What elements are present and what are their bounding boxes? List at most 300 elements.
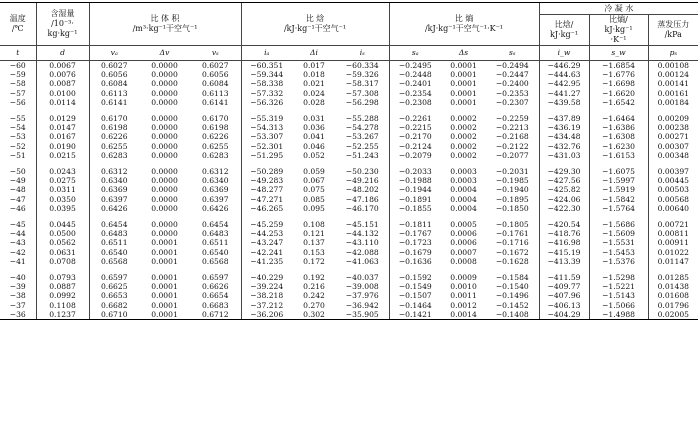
- cell-enthalpy-air: −50.289: [241, 167, 292, 176]
- cell-volume-delta: 0.0001: [139, 310, 190, 320]
- table-row: [0, 273, 698, 282]
- cell-water-entropy: −1.5298: [589, 273, 648, 282]
- cell-vapor-pressure: 0.00161: [648, 89, 698, 98]
- cell-volume-delta: 0.0000: [151, 132, 178, 142]
- cell-temp: −53: [9, 132, 26, 142]
- cell-volume-sat: 0.6141: [201, 97, 229, 107]
- spacer-cell: [139, 213, 190, 220]
- cell-water-entropy: −1.4988: [589, 310, 648, 320]
- header-specific-volume: 比 体 积 /m³·kg⁻¹干空气⁻¹: [89, 3, 241, 46]
- cell-vapor-pressure: 0.00348: [648, 151, 698, 160]
- cell-enthalpy-sat: −59.326: [345, 70, 379, 80]
- cell-humidity: 0.0067: [36, 61, 89, 71]
- cell-volume-air: 0.6084: [89, 79, 139, 88]
- cell-enthalpy-air: −38.218: [241, 291, 292, 300]
- header-water-entropy: 比熵/ kJ·kg⁻¹ ·K⁻¹: [589, 15, 648, 46]
- cell-water-enthalpy: −427.56: [539, 176, 589, 185]
- spacer-cell: [36, 213, 89, 220]
- cell-entropy-sat: −0.2494: [495, 61, 529, 70]
- cell-volume-delta: 0.0000: [151, 194, 178, 204]
- spacer-cell: [589, 266, 648, 273]
- cell-water-entropy: −1.6542: [589, 98, 648, 107]
- cell-water-enthalpy: −404.29: [539, 310, 589, 320]
- cell-temp: −37: [9, 300, 26, 310]
- cell-entropy-sat: −0.1584: [495, 273, 529, 283]
- spacer-cell: [139, 266, 190, 273]
- cell-water-enthalpy: −416.98: [539, 238, 589, 247]
- cell-humidity: 0.0445: [36, 220, 89, 229]
- cell-entropy-sat: −0.1452: [495, 300, 529, 310]
- cell-water-entropy: −1.6153: [589, 151, 648, 160]
- cell-volume-sat: 0.6056: [201, 70, 229, 80]
- cell-water-entropy: −1.6464: [589, 114, 648, 123]
- cell-entropy-sat: −0.2077: [495, 150, 529, 160]
- cell-entropy-delta: 0.0001: [450, 97, 477, 107]
- spacer-cell: [139, 160, 190, 167]
- cell-enthalpy-air: −39.224: [241, 282, 292, 291]
- cell-entropy-delta: 0.0002: [450, 132, 477, 142]
- cell-water-entropy: −1.5609: [589, 229, 648, 238]
- cell-volume-sat: 0.6226: [201, 132, 229, 142]
- symbol-cell: sₛ: [486, 46, 539, 61]
- symbol-cell: Δi: [292, 46, 336, 61]
- cell-entropy-delta: 0.0008: [450, 256, 477, 266]
- cell-volume-delta: 0.0001: [151, 300, 178, 310]
- cell-entropy-delta: 0.0006: [450, 229, 477, 239]
- spacer-cell: [336, 266, 389, 273]
- cell-entropy-air: −0.1988: [389, 176, 441, 185]
- cell-vapor-pressure: 0.01796: [648, 301, 698, 310]
- table-row: [0, 98, 698, 107]
- spacer-cell: [36, 160, 89, 167]
- cell-enthalpy-air: −47.271: [241, 195, 292, 204]
- cell-volume-air: 0.6141: [89, 98, 139, 107]
- cell-vapor-pressure: 0.00124: [648, 70, 698, 79]
- spacer-cell: [0, 160, 36, 167]
- cell-water-entropy: −1.6075: [589, 167, 648, 176]
- cell-enthalpy-air: −49.283: [241, 176, 292, 185]
- table-row: [0, 229, 698, 238]
- table-body: [0, 46, 698, 320]
- cell-entropy-air: −0.1723: [389, 238, 441, 247]
- cell-volume-delta: 0.0000: [151, 70, 178, 80]
- cell-humidity: 0.0100: [36, 89, 89, 98]
- cell-temp: −45: [9, 220, 26, 230]
- cell-volume-air: 0.6226: [89, 132, 139, 141]
- cell-enthalpy-sat: −43.110: [345, 238, 379, 248]
- header-condensed-water: 冷 凝 水: [539, 3, 698, 15]
- cell-enthalpy-sat: −49.216: [345, 176, 379, 186]
- table-row: [0, 114, 698, 123]
- cell-vapor-pressure: 0.01022: [648, 248, 698, 257]
- cell-volume-delta: 0.0000: [151, 123, 178, 133]
- cell-water-enthalpy: −444.63: [539, 70, 589, 79]
- cell-entropy-air: −0.2261: [389, 114, 441, 123]
- cell-entropy-sat: −0.2031: [495, 167, 529, 177]
- cell-temp: −55: [9, 114, 26, 124]
- cell-enthalpy-delta: 0.108: [303, 220, 325, 230]
- cell-humidity: 0.0243: [36, 167, 89, 176]
- table-row: [0, 61, 698, 71]
- table-row: [0, 301, 698, 310]
- cell-volume-delta: 0.0000: [151, 97, 178, 107]
- cell-water-enthalpy: −420.54: [539, 220, 589, 229]
- table-row: [0, 167, 698, 176]
- cell-entropy-air: −0.1464: [389, 301, 441, 310]
- cell-entropy-air: −0.2033: [389, 167, 441, 176]
- cell-entropy-air: −0.1767: [389, 229, 441, 238]
- cell-temp: −57: [9, 88, 26, 98]
- table-row: [0, 204, 698, 213]
- spacer-cell: [389, 213, 441, 220]
- cell-water-entropy: −1.5143: [589, 291, 648, 300]
- cell-humidity: 0.0190: [36, 142, 89, 151]
- cell-entropy-delta: 0.0004: [450, 203, 477, 213]
- cell-enthalpy-delta: 0.041: [303, 132, 325, 142]
- cell-enthalpy-air: −53.307: [241, 132, 292, 141]
- cell-enthalpy-air: −44.253: [241, 229, 292, 238]
- spacer-cell: [389, 160, 441, 167]
- cell-humidity: 0.0275: [36, 176, 89, 185]
- table-row: [0, 257, 698, 266]
- cell-volume-sat: 0.6283: [201, 150, 229, 160]
- cell-volume-delta: 0.0001: [151, 238, 178, 248]
- cell-entropy-sat: −0.2168: [495, 132, 529, 142]
- header-humidity: 含湿量 /10⁻³· kg·kg⁻¹: [36, 3, 89, 46]
- cell-volume-air: 0.6340: [89, 176, 139, 185]
- cell-volume-air: 0.6170: [89, 114, 139, 123]
- cell-volume-air: 0.6483: [89, 229, 139, 238]
- spacer-cell: [190, 266, 241, 273]
- symbol-cell: sₐ: [389, 46, 441, 61]
- spacer-cell: [241, 266, 292, 273]
- cell-volume-air: 0.6369: [89, 185, 139, 194]
- cell-volume-sat: 0.6712: [190, 310, 241, 320]
- cell-temp: −51: [9, 150, 26, 160]
- cell-vapor-pressure: 0.00503: [648, 185, 698, 194]
- table-row: [0, 132, 698, 141]
- cell-entropy-sat: −0.1628: [495, 256, 529, 266]
- cell-entropy-sat: −0.1496: [495, 291, 529, 301]
- cell-humidity: 0.0350: [36, 195, 89, 204]
- cell-humidity: 0.0147: [36, 123, 89, 132]
- cell-enthalpy-sat: −41.063: [345, 256, 379, 266]
- cell-vapor-pressure: 0.00911: [648, 238, 698, 247]
- table-row: [0, 89, 698, 98]
- cell-volume-sat: 0.6340: [201, 176, 229, 186]
- table-row: [0, 70, 698, 79]
- cell-water-enthalpy: −439.58: [539, 98, 589, 107]
- cell-entropy-air: −0.2170: [389, 132, 441, 141]
- spacer-cell: [441, 160, 486, 167]
- cell-water-enthalpy: −407.96: [539, 291, 589, 300]
- cell-water-enthalpy: −424.06: [539, 195, 589, 204]
- table-row: [0, 282, 698, 291]
- cell-entropy-air: −0.1944: [389, 185, 441, 194]
- spacer-cell: [89, 266, 139, 273]
- group-spacer: [0, 160, 698, 167]
- cell-volume-delta: 0.0000: [151, 88, 178, 98]
- cell-entropy-delta: 0.0001: [450, 79, 477, 89]
- cell-entropy-air: −0.1507: [389, 291, 441, 300]
- cell-volume-delta: 0.0000: [151, 229, 178, 239]
- cell-volume-sat: 0.6198: [201, 123, 229, 133]
- cell-entropy-sat: −0.1672: [495, 247, 529, 257]
- cell-enthalpy-air: −54.313: [241, 123, 292, 132]
- cell-temp: −43: [9, 238, 26, 248]
- header-specific-enthalpy: 比 焓 /kJ·kg⁻¹干空气⁻¹: [241, 3, 389, 46]
- spacer-cell: [389, 266, 441, 273]
- spacer-cell: [539, 213, 589, 220]
- cell-water-entropy: −1.5997: [589, 176, 648, 185]
- cell-entropy-air: −0.1592: [389, 273, 441, 282]
- spacer-cell: [336, 213, 389, 220]
- symbol-cell: i_w: [539, 46, 589, 61]
- cell-entropy-delta: 0.0002: [450, 150, 477, 160]
- table-row: [0, 79, 698, 88]
- spacer-cell: [539, 160, 589, 167]
- cell-volume-sat: 0.6654: [201, 291, 229, 301]
- cell-enthalpy-air: −36.206: [241, 310, 292, 320]
- cell-entropy-sat: −0.1716: [495, 238, 529, 248]
- cell-vapor-pressure: 0.00184: [648, 98, 698, 107]
- cell-volume-delta: 0.0000: [151, 114, 178, 124]
- cell-water-enthalpy: −432.76: [539, 142, 589, 151]
- cell-enthalpy-sat: −35.905: [336, 310, 389, 320]
- cell-volume-delta: 0.0000: [151, 150, 178, 160]
- cell-enthalpy-delta: 0.046: [303, 141, 325, 151]
- spacer-cell: [241, 107, 292, 114]
- cell-entropy-delta: 0.0011: [450, 291, 477, 301]
- spacer-cell: [0, 266, 36, 273]
- cell-volume-sat: 0.6397: [201, 194, 229, 204]
- symbol-cell: Δs: [441, 46, 486, 61]
- cell-enthalpy-sat: −50.230: [345, 167, 379, 177]
- cell-volume-sat: 0.6170: [201, 114, 229, 124]
- cell-entropy-delta: 0.0003: [450, 167, 477, 177]
- cell-humidity: 0.1237: [36, 310, 89, 320]
- cell-temp: −47: [9, 194, 26, 204]
- cell-enthalpy-delta: 0.024: [303, 88, 325, 98]
- cell-volume-sat: 0.6540: [201, 247, 229, 257]
- cell-enthalpy-sat: −53.267: [345, 132, 379, 142]
- cell-volume-sat: 0.6027: [201, 61, 229, 70]
- cell-volume-air: 0.6568: [89, 257, 139, 266]
- cell-vapor-pressure: 0.00397: [648, 167, 698, 176]
- cell-enthalpy-air: −58.338: [241, 79, 292, 88]
- cell-entropy-air: −0.2215: [389, 123, 441, 132]
- group-spacer: [0, 213, 698, 220]
- spacer-cell: [292, 160, 336, 167]
- cell-entropy-delta: 0.0006: [450, 238, 477, 248]
- cell-volume-air: 0.6540: [89, 248, 139, 257]
- cell-enthalpy-air: −40.229: [241, 273, 292, 282]
- spacer-cell: [648, 213, 698, 220]
- group-spacer: [0, 266, 698, 273]
- spacer-cell: [539, 266, 589, 273]
- cell-enthalpy-sat: −37.976: [345, 291, 379, 301]
- cell-volume-sat: 0.6312: [201, 167, 229, 177]
- cell-volume-sat: 0.6454: [201, 220, 229, 230]
- cell-volume-air: 0.6597: [89, 273, 139, 282]
- cell-enthalpy-sat: −56.298: [345, 97, 379, 107]
- cell-entropy-delta: 0.0014: [441, 310, 486, 320]
- cell-enthalpy-sat: −48.202: [345, 185, 379, 195]
- cell-temp: −38: [9, 291, 26, 301]
- cell-entropy-sat: −0.1761: [495, 229, 529, 239]
- table-row: [0, 176, 698, 185]
- cell-volume-delta: 0.0000: [151, 220, 178, 230]
- cell-enthalpy-delta: 0.192: [303, 273, 325, 283]
- cell-water-entropy: −1.5453: [589, 248, 648, 257]
- group-spacer: [0, 107, 698, 114]
- spacer-cell: [89, 160, 139, 167]
- spacer-cell: [441, 266, 486, 273]
- cell-volume-delta: 0.0001: [151, 256, 178, 266]
- cell-entropy-air: −0.2401: [389, 79, 441, 88]
- cell-water-enthalpy: −418.76: [539, 229, 589, 238]
- spacer-cell: [292, 107, 336, 114]
- cell-vapor-pressure: 0.00640: [648, 204, 698, 213]
- cell-water-entropy: −1.6854: [589, 61, 648, 71]
- cell-volume-sat: 0.6084: [201, 79, 229, 89]
- cell-water-entropy: −1.6230: [589, 142, 648, 151]
- symbol-cell: pₛ: [648, 46, 698, 61]
- cell-enthalpy-delta: 0.085: [303, 194, 325, 204]
- cell-entropy-delta: 0.0002: [450, 114, 477, 124]
- cell-vapor-pressure: 0.00811: [648, 229, 698, 238]
- spacer-cell: [589, 213, 648, 220]
- cell-water-entropy: −1.5221: [589, 282, 648, 291]
- cell-vapor-pressure: 0.01147: [648, 257, 698, 266]
- cell-volume-sat: 0.6511: [201, 238, 229, 248]
- spacer-cell: [89, 107, 139, 114]
- cell-water-enthalpy: −413.39: [539, 257, 589, 266]
- cell-volume-delta: 0.0000: [151, 203, 178, 213]
- cell-enthalpy-delta: 0.153: [303, 247, 325, 257]
- cell-vapor-pressure: 0.00721: [648, 220, 698, 229]
- spacer-cell: [190, 160, 241, 167]
- cell-volume-air: 0.6710: [89, 310, 139, 320]
- cell-entropy-sat: −0.2353: [495, 88, 529, 98]
- cell-enthalpy-sat: −55.288: [345, 114, 379, 124]
- cell-enthalpy-air: −45.259: [241, 220, 292, 229]
- cell-vapor-pressure: 0.00141: [648, 79, 698, 88]
- symbol-cell: iₐ: [241, 46, 292, 61]
- cell-entropy-delta: 0.0001: [450, 88, 477, 98]
- cell-enthalpy-delta: 0.028: [303, 97, 325, 107]
- cell-water-enthalpy: −446.29: [539, 61, 589, 71]
- cell-entropy-air: −0.1679: [389, 248, 441, 257]
- cell-enthalpy-air: −55.319: [241, 114, 292, 123]
- cell-entropy-delta: 0.0007: [450, 247, 477, 257]
- cell-enthalpy-air: −60.351: [241, 61, 292, 71]
- cell-water-entropy: −1.5066: [589, 301, 648, 310]
- cell-vapor-pressure: 0.00209: [648, 114, 698, 123]
- cell-water-entropy: −1.6386: [589, 123, 648, 132]
- cell-entropy-delta: 0.0002: [450, 141, 477, 151]
- cell-enthalpy-air: −52.301: [241, 142, 292, 151]
- cell-volume-delta: 0.0001: [151, 282, 178, 292]
- spacer-cell: [589, 107, 648, 114]
- cell-entropy-delta: 0.0002: [450, 123, 477, 133]
- symbol-cell: vₐ: [89, 46, 139, 61]
- spacer-cell: [139, 107, 190, 114]
- cell-volume-sat: 0.6255: [201, 141, 229, 151]
- spacer-cell: [648, 160, 698, 167]
- spacer-cell: [292, 213, 336, 220]
- cell-temp: −58: [9, 79, 26, 89]
- spacer-cell: [648, 107, 698, 114]
- cell-enthalpy-delta: 0.018: [303, 70, 325, 80]
- cell-volume-delta: 0.0001: [151, 273, 178, 283]
- spacer-cell: [589, 160, 648, 167]
- cell-enthalpy-air: −37.212: [241, 301, 292, 310]
- cell-water-enthalpy: −411.59: [539, 273, 589, 282]
- cell-water-entropy: −1.5376: [589, 257, 648, 266]
- cell-enthalpy-delta: 0.017: [303, 61, 325, 70]
- cell-enthalpy-sat: −45.151: [345, 220, 379, 230]
- table-row: [0, 220, 698, 229]
- cell-vapor-pressure: 0.00568: [648, 195, 698, 204]
- cell-temp: −50: [9, 167, 26, 177]
- cell-humidity: 0.0129: [36, 114, 89, 123]
- cell-volume-air: 0.6511: [89, 238, 139, 247]
- cell-enthalpy-delta: 0.095: [303, 203, 325, 213]
- cell-volume-air: 0.6255: [89, 142, 139, 151]
- cell-enthalpy-delta: 0.031: [303, 114, 325, 124]
- cell-enthalpy-sat: −60.334: [345, 61, 379, 70]
- cell-enthalpy-air: −57.332: [241, 89, 292, 98]
- cell-enthalpy-delta: 0.137: [303, 238, 325, 248]
- spacer-cell: [190, 107, 241, 114]
- cell-enthalpy-air: −48.277: [241, 185, 292, 194]
- cell-volume-sat: 0.6483: [201, 229, 229, 239]
- cell-enthalpy-delta: 0.059: [303, 167, 325, 177]
- spacer-cell: [648, 266, 698, 273]
- cell-volume-sat: 0.6426: [201, 203, 229, 213]
- cell-enthalpy-delta: 0.052: [303, 150, 325, 160]
- cell-entropy-air: −0.2079: [389, 151, 441, 160]
- symbol-cell: t: [0, 46, 36, 61]
- cell-temp: −59: [9, 70, 26, 80]
- header-vapor-pressure: 蒸发压力 /kPa: [648, 15, 698, 46]
- cell-water-enthalpy: −429.30: [539, 167, 589, 176]
- cell-enthalpy-delta: 0.172: [303, 256, 325, 266]
- symbol-row: [0, 46, 698, 61]
- spacer-cell: [89, 213, 139, 220]
- cell-entropy-air: −0.1855: [389, 204, 441, 213]
- cell-temp: −44: [9, 229, 26, 239]
- cell-enthalpy-delta: 0.021: [303, 79, 325, 89]
- cell-enthalpy-air: −43.247: [241, 238, 292, 247]
- cell-humidity: 0.0215: [36, 151, 89, 160]
- cell-entropy-sat: −0.1540: [495, 282, 529, 292]
- cell-volume-air: 0.6312: [89, 167, 139, 176]
- cell-volume-air: 0.6682: [89, 301, 139, 310]
- cell-enthalpy-air: −59.344: [241, 70, 292, 79]
- cell-entropy-sat: −0.1895: [495, 194, 529, 204]
- cell-entropy-air: −0.2308: [389, 98, 441, 107]
- cell-enthalpy-sat: −47.186: [345, 194, 379, 204]
- symbol-cell: vₛ: [190, 46, 241, 61]
- cell-entropy-delta: 0.0005: [450, 220, 477, 230]
- cell-water-enthalpy: −442.95: [539, 79, 589, 88]
- cell-entropy-sat: −0.1850: [495, 203, 529, 213]
- cell-volume-delta: 0.0001: [151, 291, 178, 301]
- cell-water-entropy: −1.6620: [589, 89, 648, 98]
- spacer-cell: [336, 107, 389, 114]
